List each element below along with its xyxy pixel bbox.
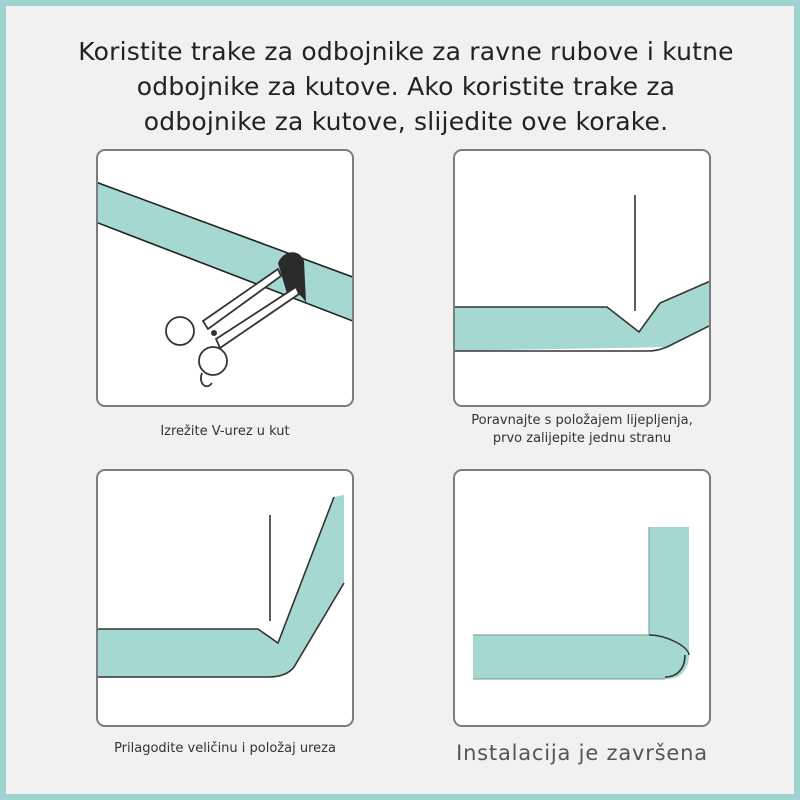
tape-strip — [455, 279, 711, 351]
instruction-heading — [36, 34, 776, 139]
tape-strip — [473, 527, 689, 679]
step-3-illustration — [98, 471, 354, 727]
step-1-panel — [96, 149, 354, 407]
heading-line-2: odbojnike za kutove. Ako koristite trake za — [136, 72, 676, 101]
step-4-caption: Instalacija je završena — [456, 741, 708, 765]
tape-strip — [98, 495, 344, 677]
step-4-panel — [453, 469, 711, 727]
step-2-caption-line-2: prvo zalijepite jednu stranu — [492, 431, 672, 446]
diagram-frame — [6, 6, 794, 794]
step-1-illustration — [98, 151, 354, 407]
tape-strip — [98, 181, 354, 323]
step-3-panel — [96, 469, 354, 727]
heading-line-3: odbojnike za kutove, slijedite ove korake. — [143, 107, 669, 136]
step-2-caption-line-1: Poravnajte s položajem lijepljenja, — [471, 413, 693, 428]
step-2-illustration — [455, 151, 711, 407]
step-2-panel — [453, 149, 711, 407]
step-3-caption: Prilagodite veličinu i položaj ureza — [114, 741, 336, 756]
step-1-caption: Izrežite V-urez u kut — [160, 424, 290, 439]
step-2-caption — [426, 412, 738, 448]
heading-line-1: Koristite trake za odbojnike za ravne rubove i kutne — [78, 37, 734, 66]
step-4-illustration — [455, 471, 711, 727]
